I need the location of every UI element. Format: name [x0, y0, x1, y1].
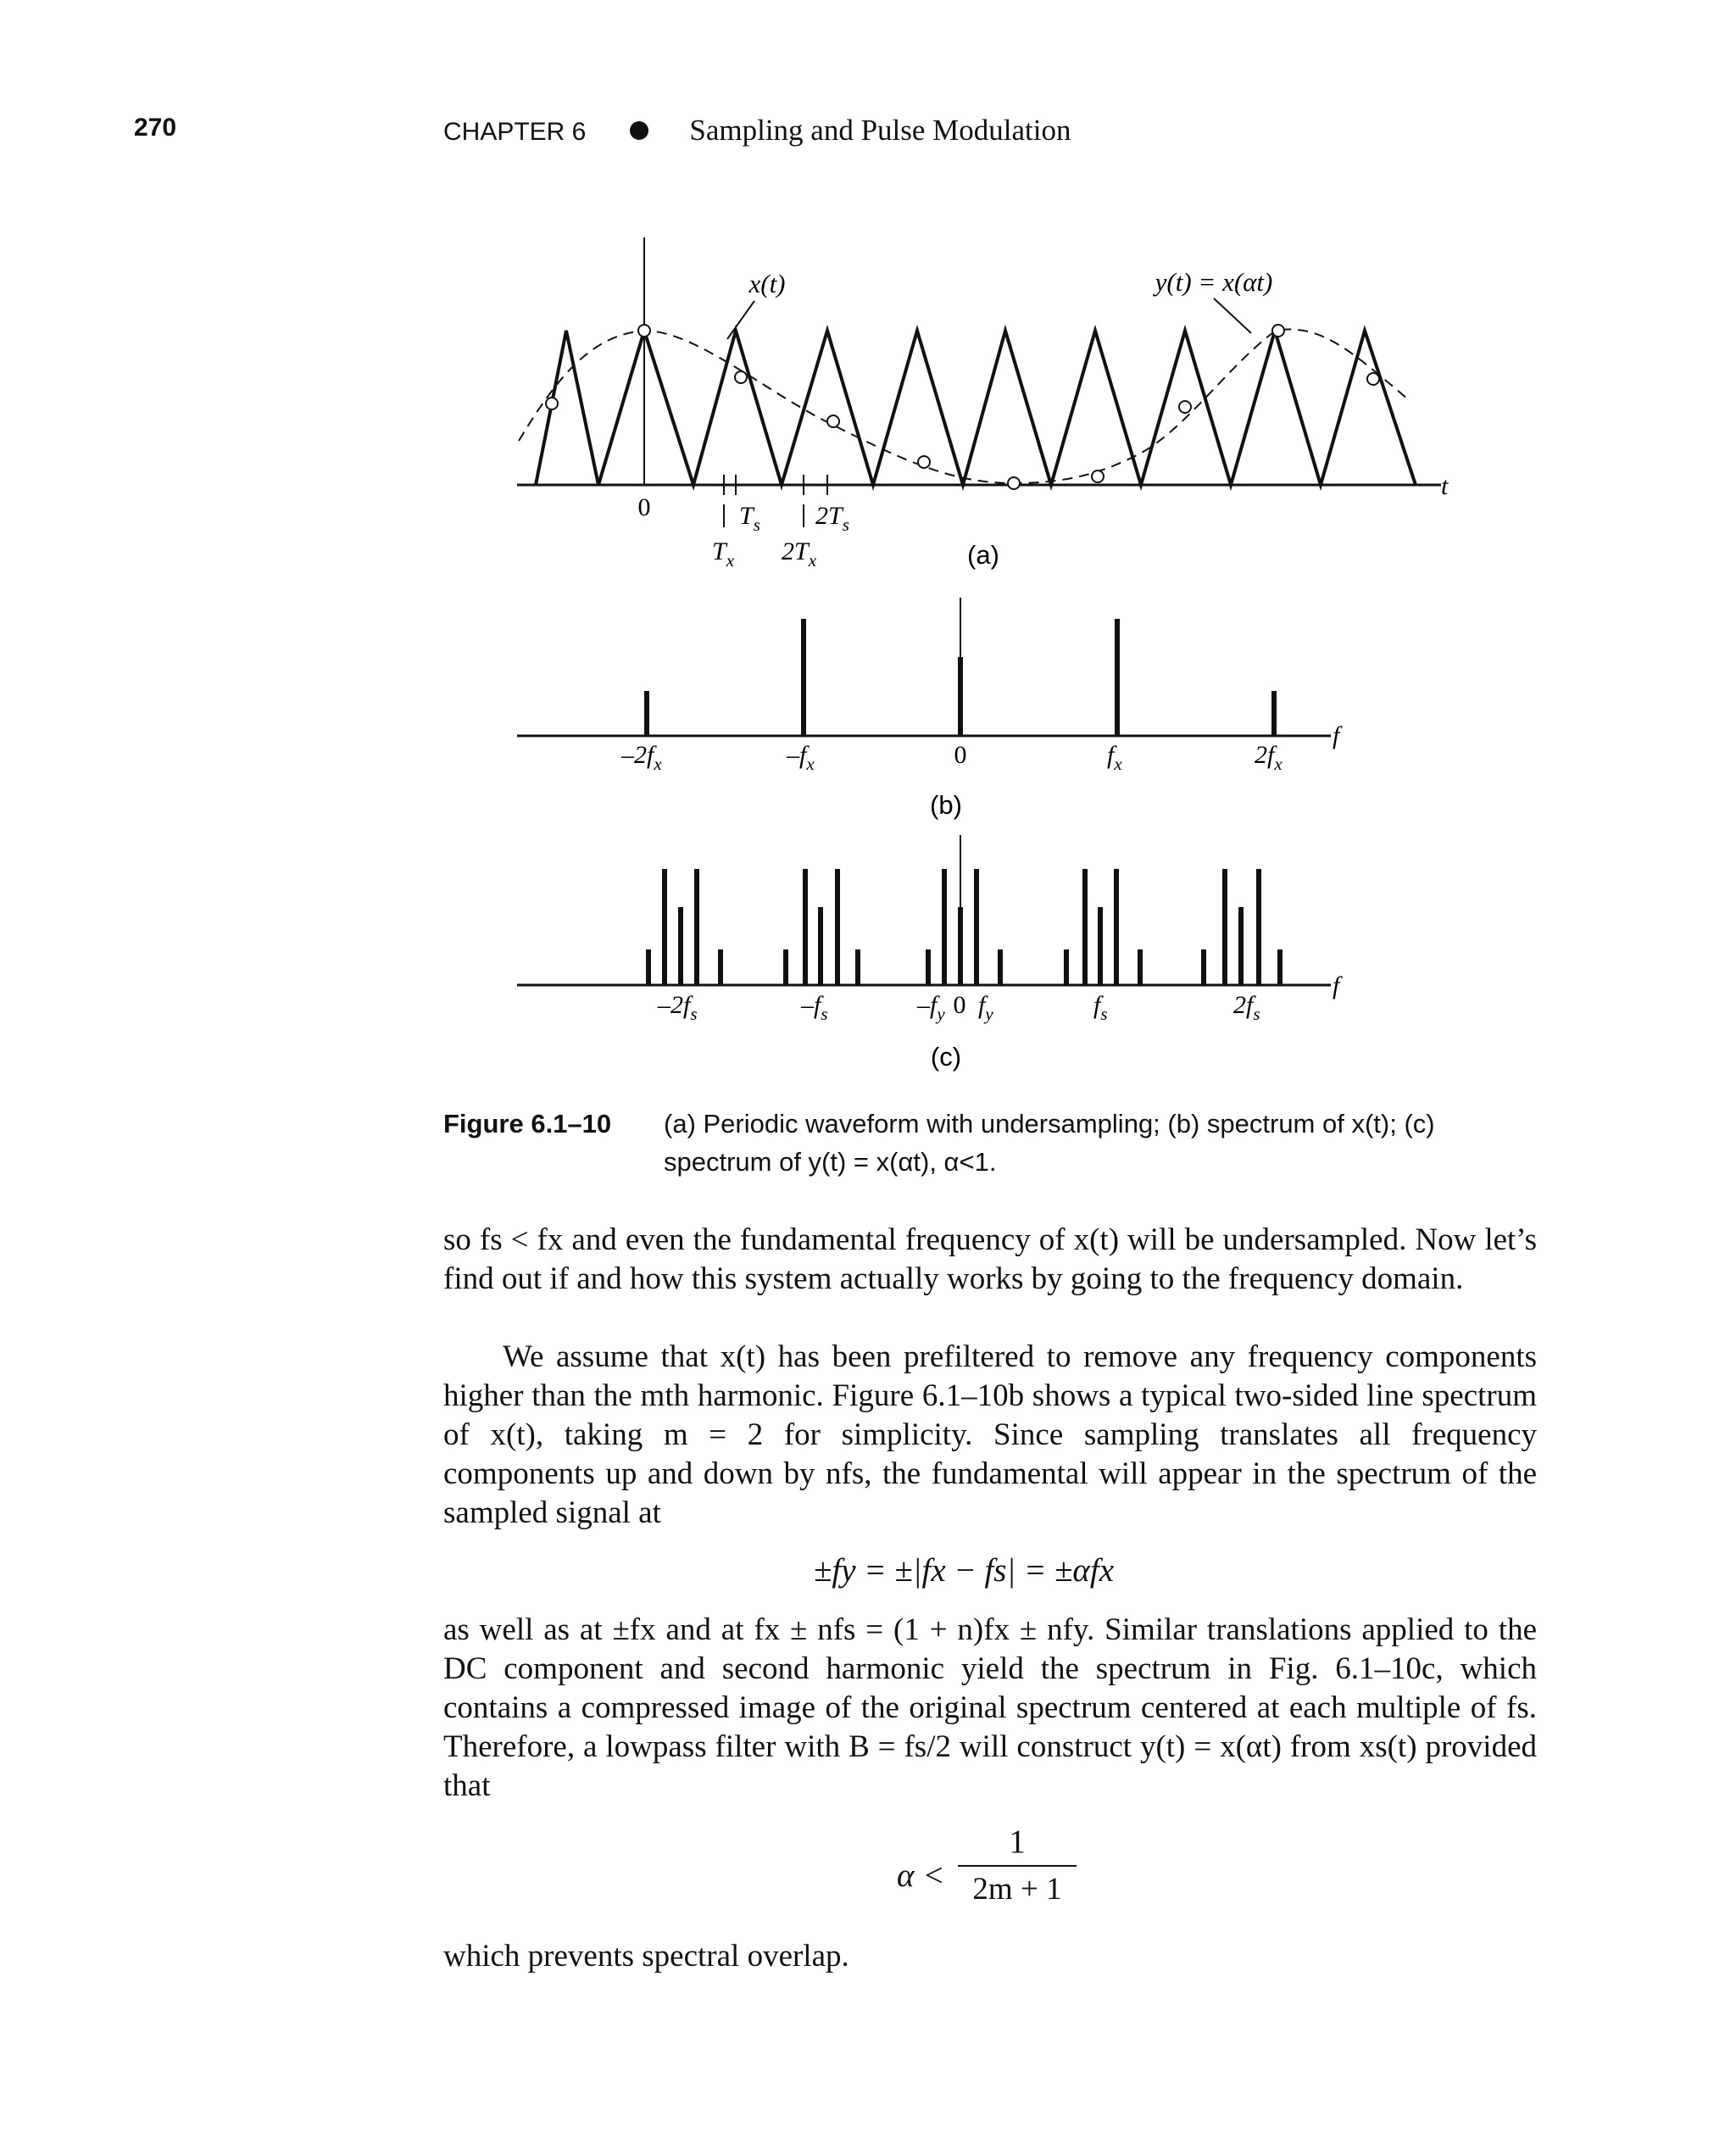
- minus-2fx-label: $-2f_x$: [621, 741, 662, 774]
- chapter-label: CHAPTER 6: [443, 118, 587, 146]
- sample-point: [1092, 470, 1104, 482]
- t-axis-label: t: [1441, 472, 1449, 500]
- equation-fy: ±fy = ±|fx − fs| = ±αfx: [814, 1552, 1115, 1589]
- sample-point: [546, 398, 558, 409]
- x-label: x(t): [748, 269, 786, 298]
- equation-alpha-lhs: α <: [897, 1857, 945, 1894]
- minus-2fs-label: $-2f_s$: [658, 991, 698, 1024]
- f-axis-label: f: [1333, 972, 1340, 999]
- paragraph-1: so fs < fx and even the fundamental frequency of x(t) will be undersampled. Now let’s find out if and how this system actually works by going to the frequency domain.: [443, 1222, 1537, 1296]
- 2fs-label: $2f_s$: [1233, 991, 1260, 1024]
- y-pointer-line: [1214, 298, 1251, 333]
- sample-point: [827, 415, 839, 427]
- caption-label: Figure 6.1–10: [443, 1109, 612, 1139]
- fy-label: $f_y$: [978, 991, 993, 1024]
- y-label: y(t) = x(αt): [1155, 267, 1273, 297]
- 2ts-tick-label: $2T_s$: [815, 502, 849, 535]
- sample-point: [918, 456, 930, 468]
- sample-point: [1367, 373, 1379, 385]
- chapter-title: Sampling and Pulse Modulation: [689, 114, 1071, 147]
- caption-text: (a) Periodic waveform with undersampling; (b) spectrum of x(t); (c) spectrum of y(t) = x(αt), α<1.: [664, 1109, 1435, 1177]
- tx-tick-label: $T_x$: [712, 537, 735, 571]
- panel-a-label: (a): [967, 540, 999, 570]
- panel-a: [517, 237, 1449, 571]
- page-number: 270: [134, 114, 177, 142]
- compressed-spectrum-lines: [648, 869, 1280, 985]
- 2tx-tick-label: $2T_x$: [782, 537, 817, 571]
- x-pointer-line: [727, 301, 754, 339]
- minus-fy-label: $-f_y$: [917, 991, 945, 1024]
- minus-fx-label: $-f_x$: [787, 741, 815, 774]
- panel-b-label: (b): [930, 790, 962, 820]
- paragraph-2: We assume that x(t) has been prefiltered to remove any frequency components higher than the mth harmonic. Figure 6.1–10b shows a typical two-sided line spectrum of x(t), taking m = 2 for simplicity. Since sampling translates all frequency components up and down by nfs, the fundamental will appear in the spectrum of the sampled signal at: [443, 1339, 1537, 1530]
- paragraph-3: as well as at ±fx and at fx ± nfs = (1 + n)fx ± nfy. Similar translations applied to the DC component and second harmonic yield the spectrum in Fig. 6.1–10c, which contains a compressed image of the original spectrum centered at each multiple of fs. Therefore, a lowpass filter with B = fs/2 will construct y(t) = x(αt) from xs(t) provided that: [443, 1612, 1537, 1803]
- fx-label: $f_x$: [1107, 741, 1122, 774]
- zero-label: 0: [954, 741, 967, 769]
- panel-b: [517, 598, 1343, 820]
- 2fx-label: $2f_x$: [1255, 741, 1283, 774]
- sample-point: [1008, 477, 1020, 489]
- ts-tick-label: $T_s$: [739, 502, 760, 535]
- panel-c-label: (c): [930, 1042, 962, 1072]
- fraction-bar: [958, 1865, 1077, 1867]
- origin-label: 0: [637, 493, 651, 521]
- zero-label: 0: [953, 991, 966, 1019]
- panel-c: [517, 835, 1343, 1072]
- sample-point: [1272, 325, 1284, 337]
- minus-fs-label: $-f_s$: [801, 991, 828, 1024]
- fs-label: $f_s$: [1093, 991, 1108, 1024]
- x-waveform: [536, 331, 1416, 485]
- sample-point: [638, 325, 650, 337]
- sample-point: [1179, 401, 1191, 413]
- paragraph-4: which prevents spectral overlap.: [443, 1939, 849, 1974]
- sample-point: [735, 371, 747, 383]
- fraction-denominator: 2m + 1: [972, 1872, 1062, 1907]
- equation-alpha-fraction: [958, 1823, 1077, 1909]
- f-axis-label: f: [1333, 721, 1340, 749]
- fraction-numerator: 1: [1009, 1823, 1026, 1860]
